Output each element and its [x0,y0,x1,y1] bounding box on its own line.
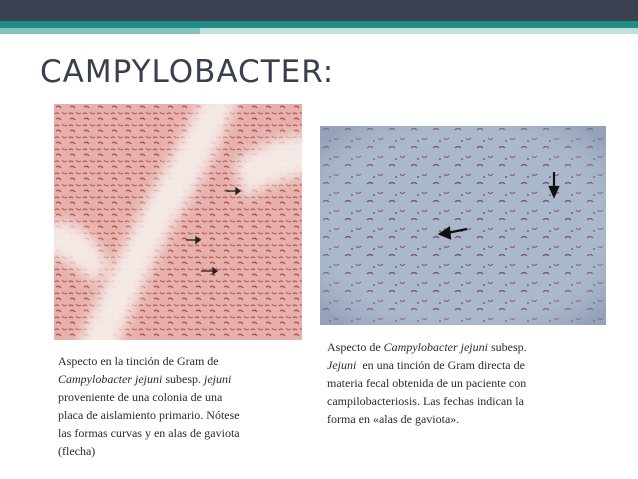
species-name: Campylobacter jejuni [58,372,163,386]
caption-right-line [327,338,601,356]
caption-left-line: las formas curvas y en alas de gaviota [58,426,240,440]
gram-stain-micrograph-right [320,126,606,325]
caption-text: subesp. [162,372,204,386]
caption-left-line [58,370,302,388]
caption-right-line: forma en «alas de gaviota». [327,412,460,426]
red-micrograph-icon [54,104,302,340]
subspecies-name: Jejuni [327,358,357,372]
caption-left-line: placa de aislamiento primario. Nótese [58,408,240,422]
gram-stain-micrograph-left [54,104,302,340]
caption-text: subesp. [487,340,527,354]
caption-left-line: (flecha) [58,444,96,458]
slide-title: CAMPYLOBACTER: [40,54,335,90]
species-name: Campylobacter jejuni [383,340,488,354]
blue-micrograph-icon [320,126,606,325]
caption-left-line: Aspecto en la tinción de Gram de [58,354,219,368]
accent-strip-left [0,28,200,34]
caption-right-line: campilobacteriosis. Las fechas indican la [327,394,524,408]
caption-left [58,352,302,460]
accent-bar [0,21,638,28]
caption-right [327,338,601,428]
subspecies-name: jejuni [204,372,232,386]
accent-strip-right [200,28,638,34]
header-bar [0,0,638,21]
caption-right-line [327,356,601,374]
caption-text: Aspecto de [327,340,384,354]
caption-left-line: proveniente de una colonia de una [58,390,223,404]
caption-text: en una tinción de Gram directa de [356,358,525,372]
caption-right-line: materia fecal obtenida de un paciente con [327,376,527,390]
